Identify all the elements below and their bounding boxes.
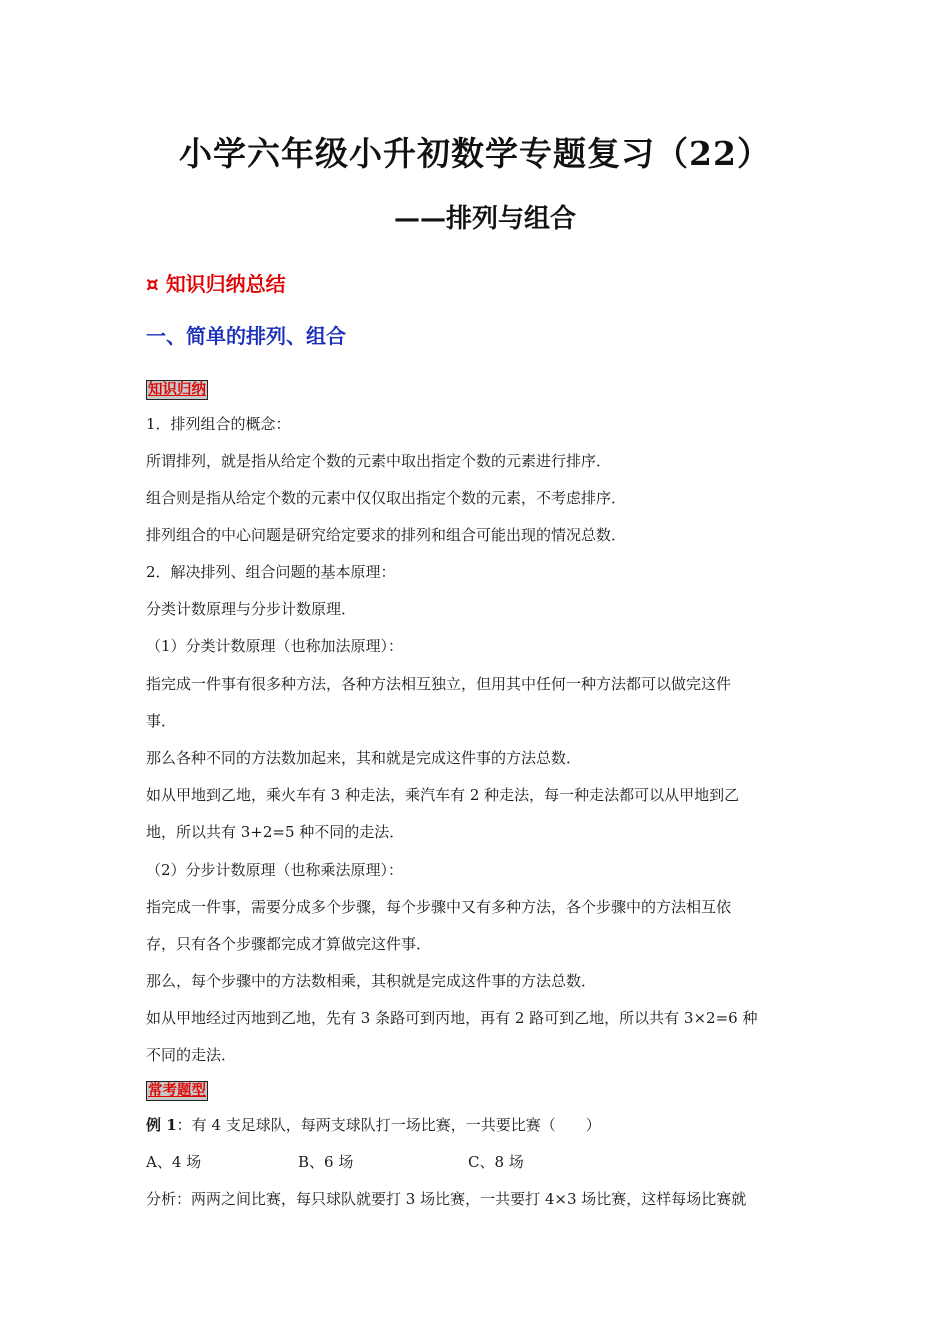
body-line: 指完成一件事，需要分成多个步骤，每个步骤中又有多种方法，各个步骤中的方法相互依 bbox=[146, 898, 732, 916]
common-questions-tag: 常考题型 bbox=[148, 1083, 206, 1099]
example-label: 例 1 bbox=[146, 1116, 177, 1134]
example-text: ：有 4 支足球队，每两支球队打一场比赛，一共要比赛（ ） bbox=[176, 1116, 601, 1134]
page-title: 小学六年级小升初数学专题复习（22） bbox=[179, 134, 771, 173]
section-heading: ¤ 知识归纳总结 bbox=[146, 272, 286, 296]
subsection-heading: 一、简单的排列、组合 bbox=[146, 324, 346, 348]
example-question bbox=[146, 1115, 816, 1135]
option-b: B、6 场 bbox=[298, 1153, 354, 1171]
body-line: （2）分步计数原理（也称乘法原理）： bbox=[146, 861, 404, 879]
body-line: 不同的走法． bbox=[146, 1046, 237, 1064]
body-line: 2．解决排列、组合问题的基本原理： bbox=[146, 563, 396, 581]
body-line: 如从甲地经过丙地到乙地，先有 3 条路可到丙地，再有 2 路可到乙地，所以共有 3×2=6 种 bbox=[146, 1009, 758, 1027]
body-line: 那么各种不同的方法数加起来，其和就是完成这件事的方法总数． bbox=[146, 749, 582, 767]
knowledge-tag: 知识归纳 bbox=[148, 382, 206, 398]
body-line: 指完成一件事有很多种方法，各种方法相互独立，但用其中任何一种方法都可以做完这件 bbox=[146, 675, 732, 693]
page-subtitle: ——排列与组合 bbox=[393, 204, 576, 234]
body-line: （1）分类计数原理（也称加法原理）： bbox=[146, 637, 404, 655]
body-line: 那么，每个步骤中的方法数相乘，其积就是完成这件事的方法总数． bbox=[146, 972, 597, 990]
body-line: 地，所以共有 3+2=5 种不同的走法． bbox=[146, 823, 405, 841]
body-line: 分类计数原理与分步计数原理． bbox=[146, 600, 357, 618]
body-line: 所谓排列，就是指从给定个数的元素中取出指定个数的元素进行排序． bbox=[146, 452, 612, 470]
body-line: 组合则是指从给定个数的元素中仅仅取出指定个数的元素，不考虑排序． bbox=[146, 489, 627, 507]
body-line: 存，只有各个步骤都完成才算做完这件事． bbox=[146, 935, 432, 953]
body-line: 事． bbox=[146, 712, 177, 730]
body-line: 排列组合的中心问题是研究给定要求的排列和组合可能出现的情况总数． bbox=[146, 526, 627, 544]
analysis-line: 分析：两两之间比赛，每只球队就要打 3 场比赛，一共要打 4×3 场比赛，这样每场比赛就 bbox=[146, 1190, 747, 1208]
option-c: C、8 场 bbox=[468, 1153, 524, 1171]
body-line: 1．排列组合的概念： bbox=[146, 415, 291, 433]
option-a: A、4 场 bbox=[146, 1153, 202, 1171]
body-line: 如从甲地到乙地，乘火车有 3 种走法，乘汽车有 2 种走法，每一种走法都可以从甲地到乙 bbox=[146, 786, 740, 804]
